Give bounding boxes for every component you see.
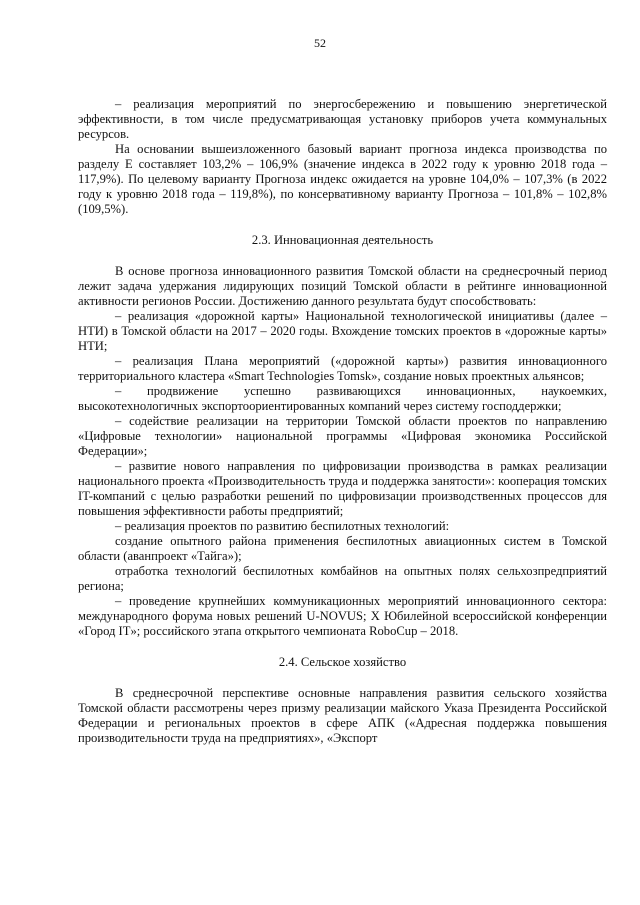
- page-number: 52: [314, 36, 326, 50]
- list-item-nti-roadmap: – реализация «дорожной карты» Национальной технологической инициативы (далее – НТИ) в Томской области на 2017 – 2020 годы. Вхождение томских проектов в «дорожные карты» НТИ;: [78, 309, 607, 353]
- section-innovation-body: [78, 264, 607, 639]
- section-heading-innovation: 2.3. Инновационная деятельность: [251, 233, 434, 247]
- paragraph-agriculture-intro: В среднесрочной перспективе основные направления развития сельского хозяйства Томской области рассмотрены через призму реализации майского Указа Президента Российской Федерации и региональных проектов в сфере АПК («Адресная поддержка повышения производительности труда на предприятиях», «Экспорт: [78, 686, 607, 745]
- list-item-digital-economy: – содействие реализации на территории Томской области проектов по направлению «Цифровые технологии» национальной программы «Цифровая экономика Российской Федерации»;: [78, 414, 607, 458]
- list-item-company-promotion: – продвижение успешно развивающихся инновационных, наукоемких, высокотехнологичных экспортоориентированных компаний через систему господдержки;: [78, 384, 607, 413]
- paragraph-energy-saving: – реализация мероприятий по энергосбережению и повышению энергетической эффективности, в том числе предусматривающая установку приборов учета коммунальных ресурсов.: [78, 97, 607, 141]
- list-item-cluster-plan: – реализация Плана мероприятий («дорожной карты») развития инновационного территориального кластера «Smart Technologies Tomsk», создание новых проектных альянсов;: [78, 354, 607, 383]
- paragraph-production-index: На основании вышеизложенного базовый вариант прогноза индекса производства по разделу E составляет 103,2% – 106,9% (значение индекса в 2022 году к уровню 2018 года – 117,9%). По целевому варианту Прогноза индекс ожидается на уровне 104,0% – 107,3% (в 2022 году к уровню 2018 года – 119,8%), по консервативному варианту Прогноза – 101,8% – 102,8% (109,5%).: [78, 142, 607, 216]
- section-heading-agriculture: 2.4. Сельское хозяйство: [278, 655, 407, 669]
- paragraph-innovation-intro: В основе прогноза инновационного развития Томской области на среднесрочный период лежит задача удержания лидирующих позиций Томской области в рейтинге инновационной активности регионов России. Достижению данного результата будут способствовать:: [78, 264, 607, 308]
- section-agriculture-body: [78, 686, 607, 746]
- list-item-drone-combines: отработка технологий беспилотных комбайнов на опытных полях сельхозпредприятий региона;: [78, 564, 607, 593]
- list-item-drone-projects: – реализация проектов по развитию беспилотных технологий:: [115, 519, 450, 533]
- list-item-digitalization: – развитие нового направления по цифровизации производства в рамках реализации национального проекта «Производительность труда и поддержка занятости»: кооперация томских IT-компаний с целью разработки решений по цифровизации производственных процессов для повышения эффективности работы предприятий;: [78, 459, 607, 518]
- list-item-events: – проведение крупнейших коммуникационных мероприятий инновационного сектора: международного форума новых решений U-NOVUS; X Юбилейной всероссийской конференции «Город IT»; российского этапа открытого чемпионата RoboCup – 2018.: [78, 594, 607, 638]
- list-item-drone-district: создание опытного района применения беспилотных авиационных систем в Томской области (аванпроект «Тайга»);: [78, 534, 607, 563]
- document-body: [78, 97, 607, 746]
